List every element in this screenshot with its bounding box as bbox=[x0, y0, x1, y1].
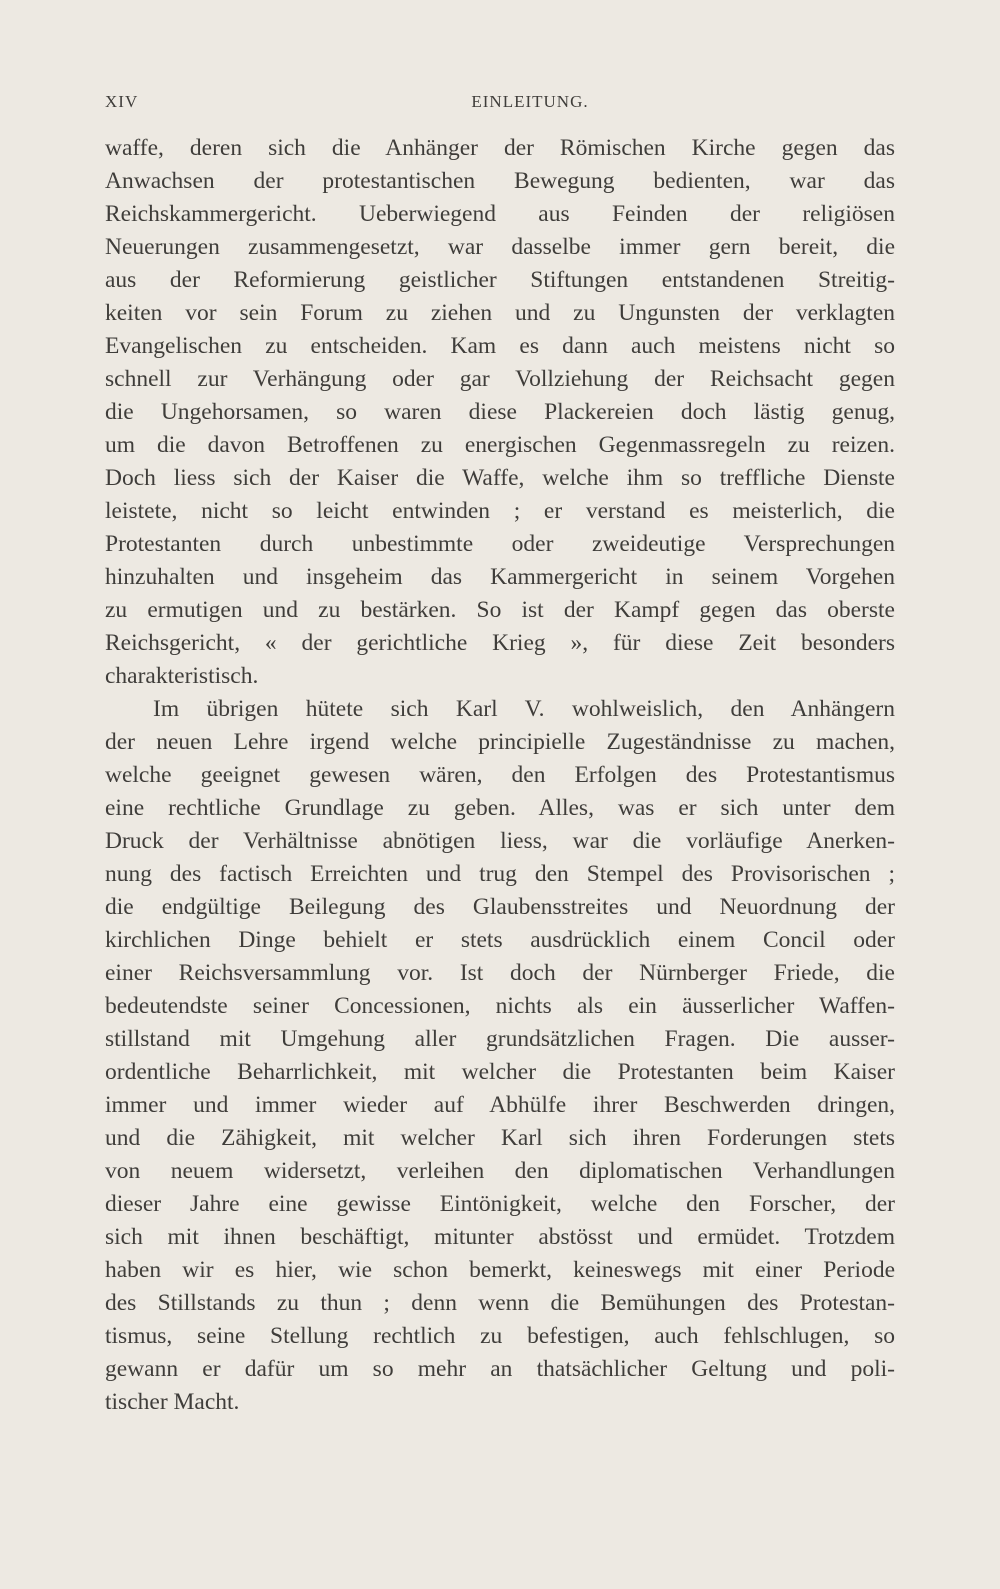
text-line: Doch liess sich der Kaiser die Waffe, welche ihm so treffliche Dienste bbox=[105, 465, 895, 491]
text-line: Neuerungen zusammengesetzt, war dasselbe immer gern bereit, die bbox=[105, 234, 895, 260]
paragraph-end-line: charakteristisch. bbox=[105, 663, 259, 689]
text-line: nung des factisch Erreichten und trug den Stempel des Provisorischen ; bbox=[105, 861, 895, 887]
text-line: und die Zähigkeit, mit welcher Karl sich ihren Forderungen stets bbox=[105, 1125, 895, 1151]
text-line: von neuem widersetzt, verleihen den diplomatischen Verhandlungen bbox=[105, 1158, 895, 1184]
text-line: aus der Reformierung geistlicher Stiftungen entstandenen Streitig- bbox=[105, 267, 895, 293]
text-line: um die davon Betroffenen zu energischen Gegenmassregeln zu reizen. bbox=[105, 432, 895, 458]
text-line: hinzuhalten und insgeheim das Kammergericht in seinem Vorgehen bbox=[105, 564, 895, 590]
text-line: immer und immer wieder auf Abhülfe ihrer Beschwerden dringen, bbox=[105, 1092, 895, 1118]
text-line: Protestanten durch unbestimmte oder zweideutige Versprechungen bbox=[105, 531, 895, 557]
text-line: bedeutendste seiner Concessionen, nichts als ein äusserlicher Waffen- bbox=[105, 993, 895, 1019]
text-line: gewann er dafür um so mehr an thatsächlicher Geltung und poli- bbox=[105, 1356, 895, 1382]
text-line: Reichsgericht, « der gerichtliche Krieg », für diese Zeit besonders bbox=[105, 630, 895, 656]
text-line: tismus, seine Stellung rechtlich zu befestigen, auch fehlschlugen, so bbox=[105, 1323, 895, 1349]
text-line: des Stillstands zu thun ; denn wenn die Bemühungen des Protestan- bbox=[105, 1290, 895, 1316]
text-line: einer Reichsversammlung vor. Ist doch der Nürnberger Friede, die bbox=[105, 960, 895, 986]
running-title: EINLEITUNG. bbox=[471, 92, 589, 111]
text-line: zu ermutigen und zu bestärken. So ist der Kampf gegen das oberste bbox=[105, 597, 895, 623]
paragraph-start-line: Im übrigen hütete sich Karl V. wohlweislich, den Anhängern bbox=[153, 696, 895, 722]
text-line: die endgültige Beilegung des Glaubensstreites und Neuordnung der bbox=[105, 894, 895, 920]
text-line: der neuen Lehre irgend welche principielle Zugeständnisse zu machen, bbox=[105, 729, 895, 755]
page-number: XIV bbox=[105, 92, 139, 111]
text-line: eine rechtliche Grundlage zu geben. Alles, was er sich unter dem bbox=[105, 795, 895, 821]
paragraph-end-line: tischer Macht. bbox=[105, 1389, 240, 1415]
text-line: Druck der Verhältnisse abnötigen liess, war die vorläufige Anerken- bbox=[105, 828, 895, 854]
running-head bbox=[105, 92, 895, 116]
text-line: die Ungehorsamen, so waren diese Plackereien doch lästig genug, bbox=[105, 399, 895, 425]
text-line: Evangelischen zu entscheiden. Kam es dann auch meistens nicht so bbox=[105, 333, 895, 359]
text-line: sich mit ihnen beschäftigt, mitunter abstösst und ermüdet. Trotzdem bbox=[105, 1224, 895, 1250]
text-line: Reichskammergericht. Ueberwiegend aus Feinden der religiösen bbox=[105, 201, 895, 227]
text-line: welche geeignet gewesen wären, den Erfolgen des Protestantismus bbox=[105, 762, 895, 788]
body-text bbox=[105, 132, 895, 1419]
text-line: dieser Jahre eine gewisse Eintönigkeit, welche den Forscher, der bbox=[105, 1191, 895, 1217]
text-line: waffe, deren sich die Anhänger der Römischen Kirche gegen das bbox=[105, 135, 895, 161]
text-line: keiten vor sein Forum zu ziehen und zu Ungunsten der verklagten bbox=[105, 300, 895, 326]
text-line: Anwachsen der protestantischen Bewegung bedienten, war das bbox=[105, 168, 895, 194]
text-line: leistete, nicht so leicht entwinden ; er verstand es meisterlich, die bbox=[105, 498, 895, 524]
text-line: schnell zur Verhängung oder gar Vollziehung der Reichsacht gegen bbox=[105, 366, 895, 392]
text-line: ordentliche Beharrlichkeit, mit welcher die Protestanten beim Kaiser bbox=[105, 1059, 895, 1085]
text-line: haben wir es hier, wie schon bemerkt, keineswegs mit einer Periode bbox=[105, 1257, 895, 1283]
text-line: stillstand mit Umgehung aller grundsätzlichen Fragen. Die ausser- bbox=[105, 1026, 895, 1052]
text-line: kirchlichen Dinge behielt er stets ausdrücklich einem Concil oder bbox=[105, 927, 895, 953]
